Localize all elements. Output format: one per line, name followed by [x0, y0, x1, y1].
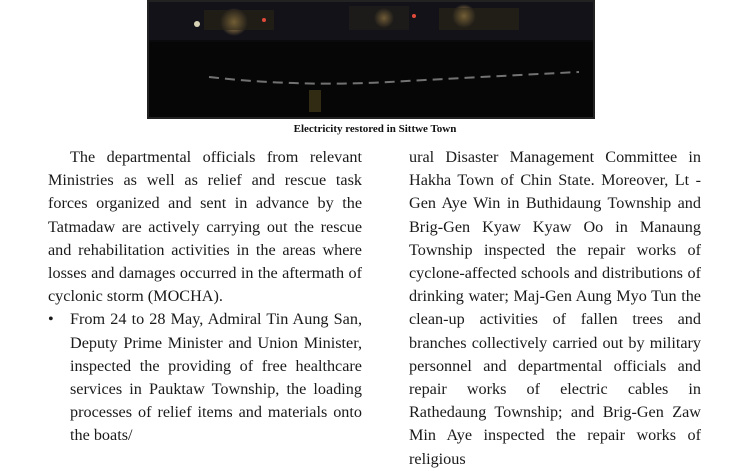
intro-paragraph: The departmental officials from relevant Ministries as well as relief and rescue task forces organized and sent in advance by the Tatmadaw are actively carrying out the rescue and rehabilitation activities in the areas where losses and damages occurred in the aftermath of cyclonic storm (MOCHA).: [48, 148, 362, 306]
bullet-text: From 24 to 28 May, Admiral Tin Aung San, Deputy Prime Minister and Union Minister, inspected the providing of free healthcare services in Pauktaw Township, the loading processes of relief items and materials onto the boats/: [70, 310, 362, 445]
continued-paragraph: ural Disaster Management Committee in Hakha Town of Chin State. Moreover, Lt -Gen Aye Win in Buthidaung Township and Brig-Gen Kyaw Kyaw Oo in Manaung Township inspected the repair works of cyclone-affected schools and distributions of drinking water; Maj-Gen Aung Myo Tun the clean-up activities of fallen trees and branches collectively carried out by military personnel and departmental officials and repair works of electric cables in Rathedaung Township; and Brig-Gen Zaw Min Aye inspected the repair works of religious: [409, 148, 701, 468]
night-street-photo: [147, 0, 595, 119]
list-item: [48, 308, 362, 447]
night-street-photo-image: [149, 2, 593, 117]
bullet-icon: •: [48, 310, 54, 329]
right-column: [409, 146, 701, 471]
bullet-list: [48, 308, 362, 447]
photo-caption: Electricity restored in Sittwe Town: [293, 123, 457, 135]
left-column: [48, 146, 362, 448]
